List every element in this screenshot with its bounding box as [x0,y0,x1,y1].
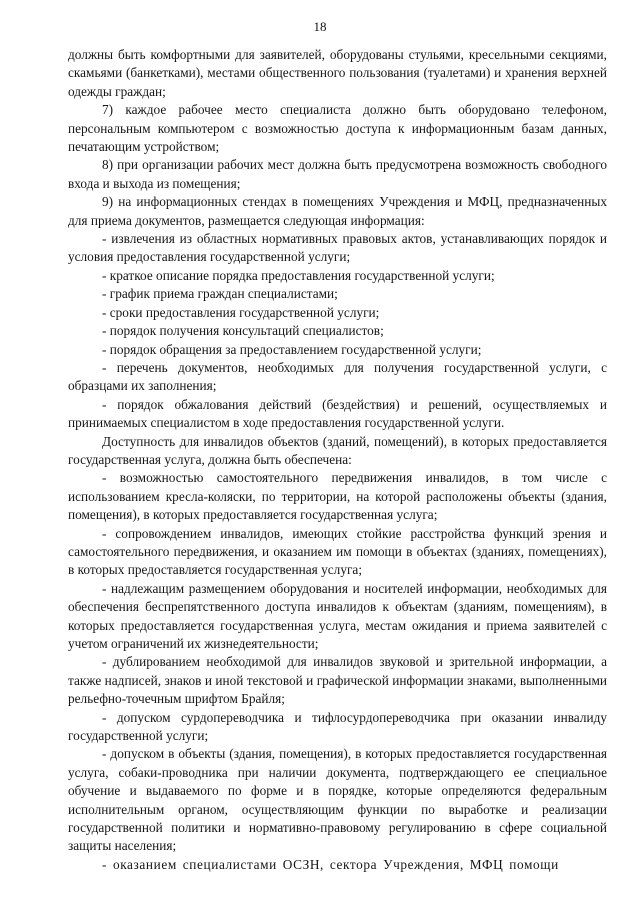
paragraph: - перечень документов, необходимых для получения государственной услуги, с образцами их заполнения; [68,359,607,394]
paragraph: - порядок обжалования действий (бездействия) и решений, осуществляемых и принимаемых специалистом в ходе предоставления государственной услуги. [68,396,607,431]
paragraph: должны быть комфортными для заявителей, оборудованы стульями, кресельными секциями, скамьями (банкетками), местами общественного пользования (туалетами) и хранения верхней одежды граждан; [68,47,607,99]
paragraph: - сопровождением инвалидов, имеющих стойкие расстройства функций зрения и самостоятельного передвижения, и оказанием им помощи в объектах (зданиях, помещениях), в которых предоставляется государственная услуга; [68,525,607,578]
paragraph: - оказанием специалистами ОСЗН, сектора Учреждения, МФЦ помощи [102,856,559,872]
paragraph: 8) при организации рабочих мест должна быть предусмотрена возможность свободного входа и выхода из помещения; [68,157,607,191]
paragraph: - допуском в объекты (здания, помещения), в которых предоставляется государственная услуга, собаки-проводника при наличии документа, подтверждающего ее специальное обучение и выдаваемого по форме и в порядке, которые определяются федеральным исполнительным органом, осуществляющим функции по выработке и реализации государственной политики и нормативно-правовому регулированию в сфере социальной защиты населения; [68,746,607,854]
paragraph: - краткое описание порядка предоставления государственной услуги; [102,267,495,283]
paragraph: 7) каждое рабочее место специалиста должно быть оборудовано телефоном, персональным компьютером с возможностью доступа к информационным базам данных, печатающим устройством; [68,102,607,155]
paragraph: - допуском сурдопереводчика и тифлосурдопереводчика при оказании инвалиду государственной услуги; [68,709,607,744]
paragraph: - надлежащим размещением оборудования и носителей информации, необходимых для обеспечения беспрепятственного доступа инвалидов к объектам (зданиям, помещениям), в которых предоставляется государственная услуга, местам ожидания и приема заявителей с учетом ограничений их жизнедеятельности; [68,580,607,651]
paragraph: - дублированием необходимой для инвалидов звуковой и зрительной информации, а также надписей, знаков и иной текстовой и графической информации знаками, выполненными рельефно-точечным шрифтом Брайля; [68,654,607,707]
paragraph: - извлечения из областных нормативных правовых актов, устанавливающих порядок и условия предоставления государственной услуги; [68,231,607,265]
paragraph: - график приема граждан специалистами; [102,286,338,302]
document-body [68,46,607,874]
page-number: 18 [313,19,327,34]
paragraph: - порядок получения консультаций специалистов; [102,323,384,339]
paragraph: - возможностью самостоятельного передвижения инвалидов, в том числе с использованием кресла-коляски, по территории, на которой расположены объекты (здания, помещения), в которых предоставляется государственная услуга; [68,470,607,523]
paragraph: - сроки предоставления государственной услуги; [102,304,380,320]
paragraph: Доступность для инвалидов объектов (зданий, помещений), в которых предоставляется государственная услуга, должна быть обеспечена: [68,433,607,467]
paragraph: - порядок обращения за предоставлением государственной услуги; [102,341,482,357]
paragraph: 9) на информационных стендах в помещениях Учреждения и МФЦ, предназначенных для приема документов, размещается следующая информация: [68,194,607,228]
